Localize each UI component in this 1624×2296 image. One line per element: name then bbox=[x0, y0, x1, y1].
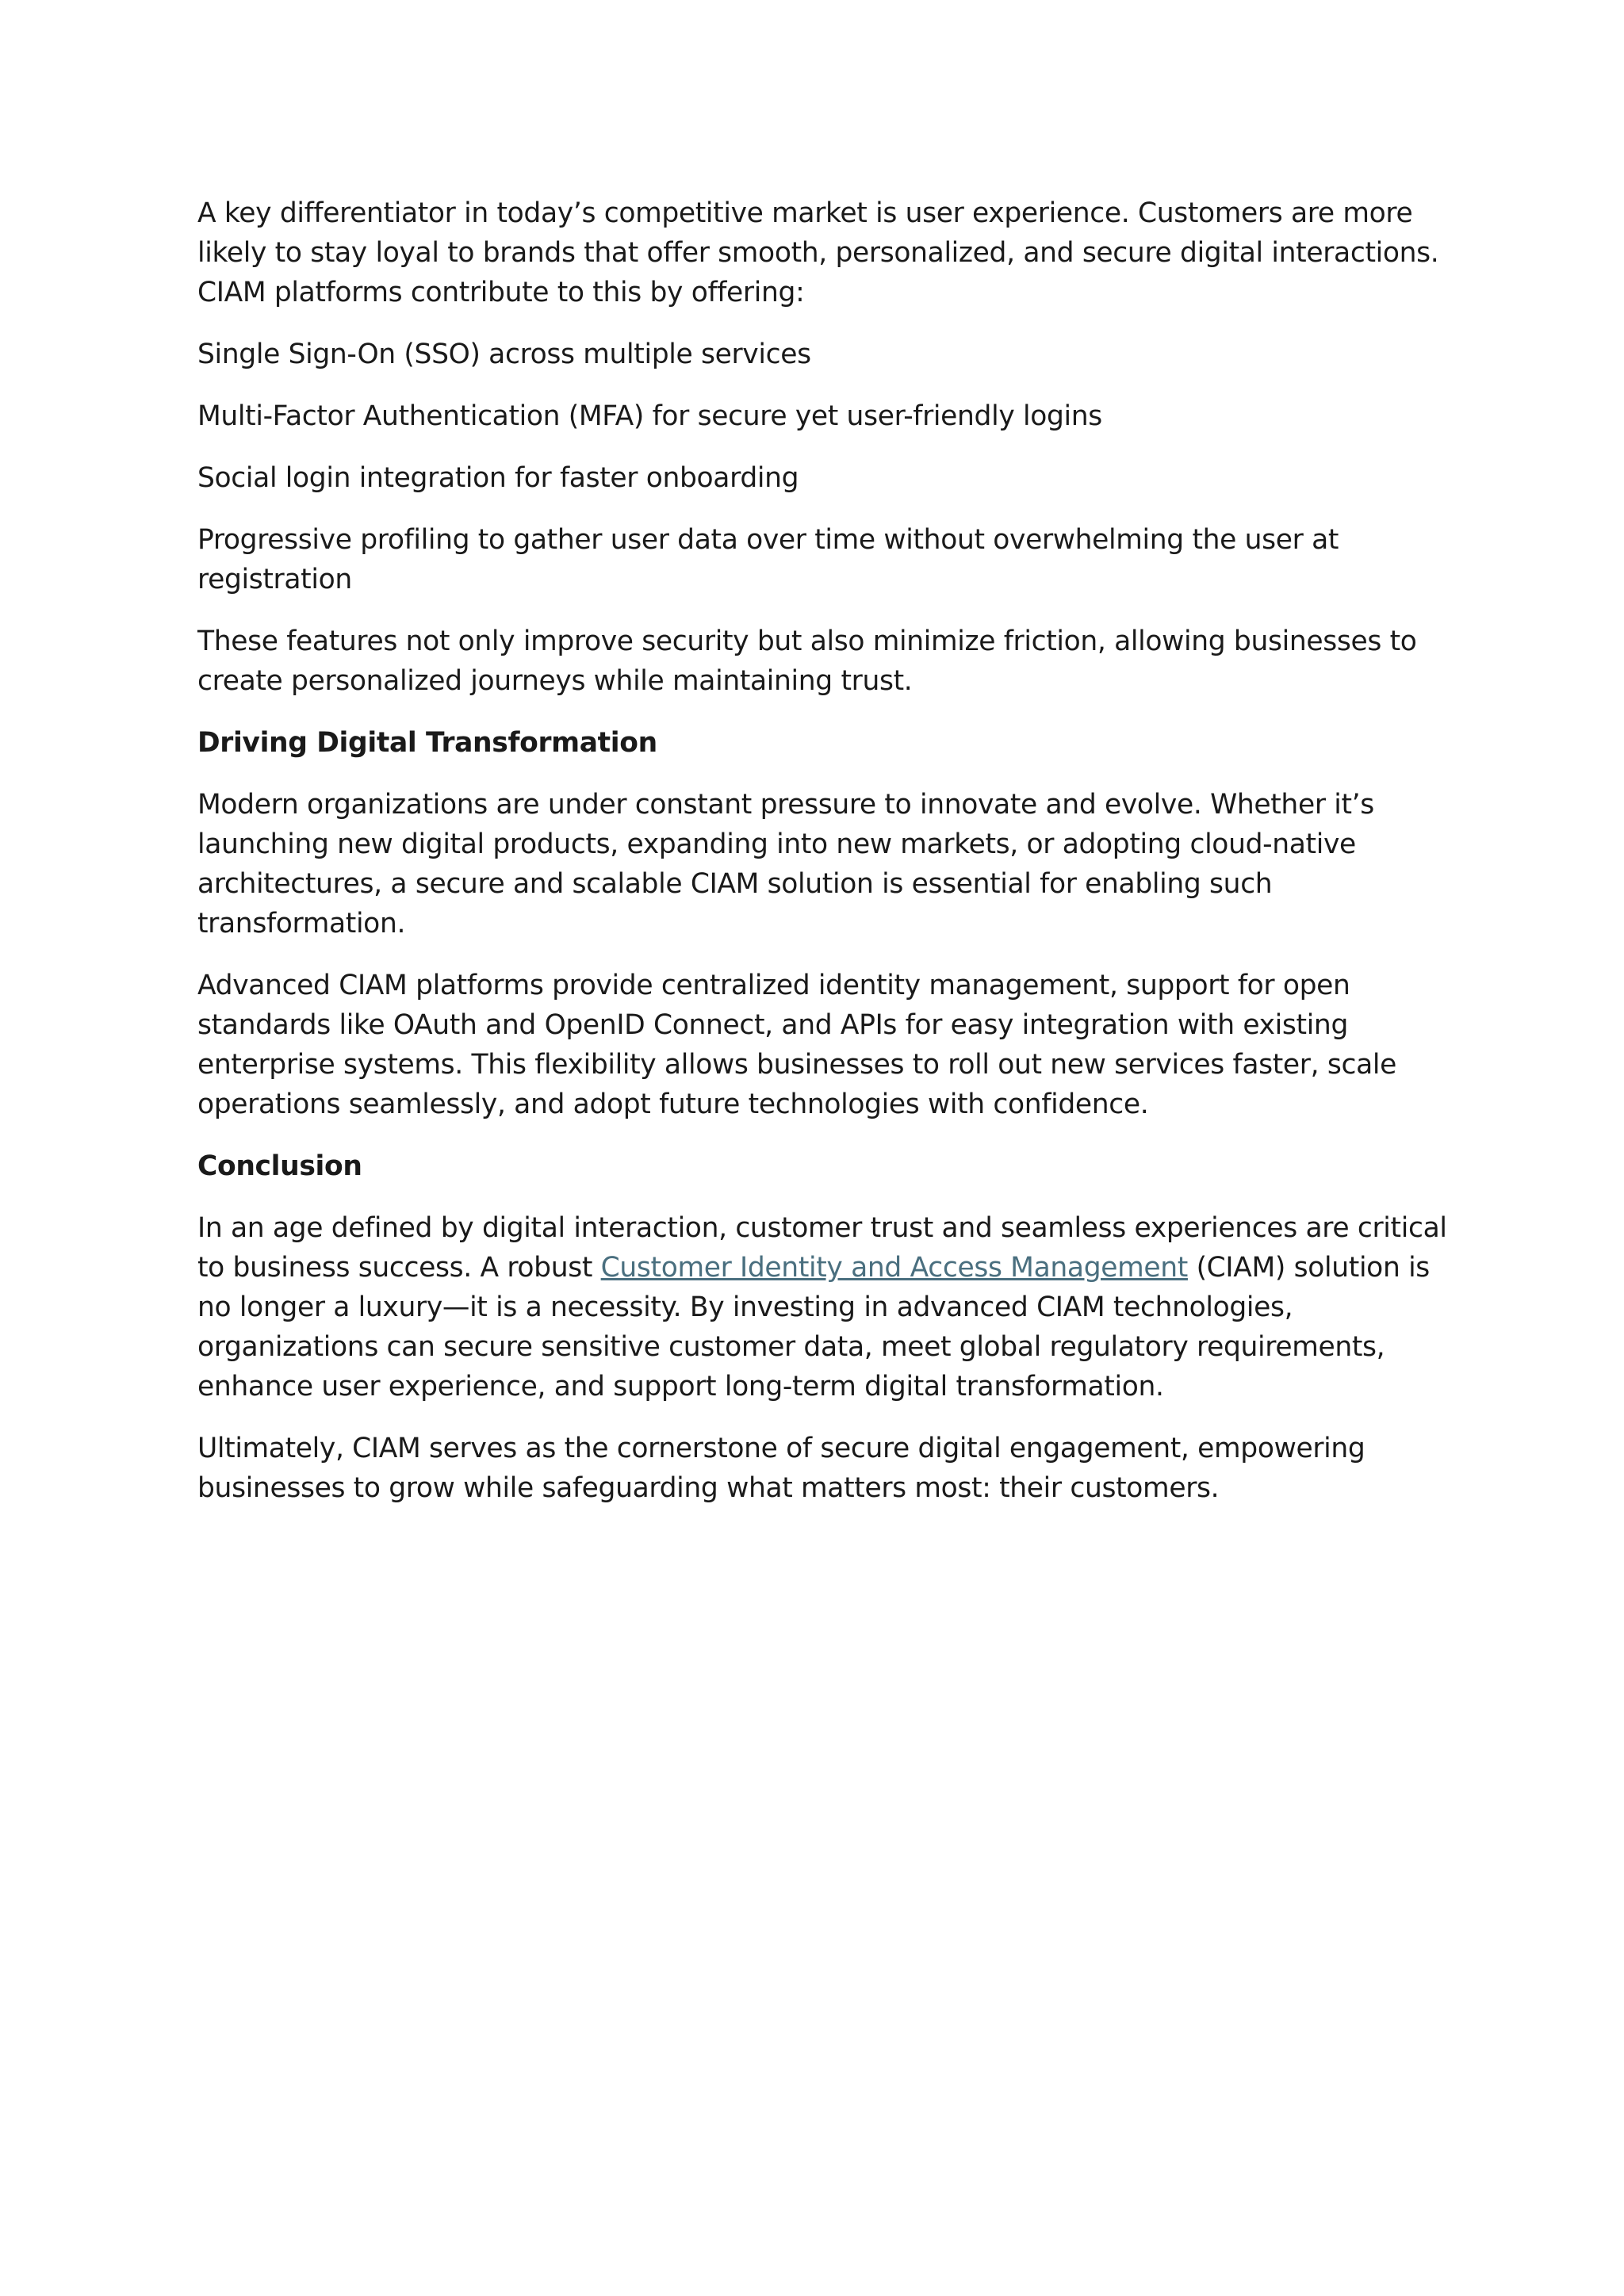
section-heading-conclusion: Conclusion bbox=[197, 1150, 362, 1182]
feature-item-sso: Single Sign-On (SSO) across multiple services bbox=[197, 339, 811, 370]
feature-item-social-login: Social login integration for faster onboarding bbox=[197, 462, 799, 494]
conclusion-paragraph-2: Ultimately, CIAM serves as the cornerstone of secure digital engagement, empowering businesses to grow while safeguarding what matters most: their customers. bbox=[197, 1433, 1365, 1504]
transformation-paragraph-1: Modern organizations are under constant pressure to innovate and evolve. Whether it’s launching new digital products, expanding into new markets, or adopting cloud-native architectures, a secure and scalable CIAM solution is essential for enabling such transformation. bbox=[197, 789, 1374, 939]
section-heading-digital-transformation: Driving Digital Transformation bbox=[197, 727, 657, 759]
conclusion-text-after-link: (CIAM) solution is no longer a luxury—it is a necessity. By investing in advanced CIAM technologies, organizations can secure sensitive customer data, meet global regulatory requirements, enhance user experience, and support long-term digital transformation. bbox=[197, 1252, 1430, 1402]
conclusion-paragraph-1 bbox=[197, 1208, 1450, 1406]
transformation-paragraph-2: Advanced CIAM platforms provide centralized identity management, support for open standards like OAuth and OpenID Connect, and APIs for easy integration with existing enterprise systems. This flexibility allows businesses to roll out new services faster, scale operations seamlessly, and adopt future technologies with confidence. bbox=[197, 970, 1396, 1120]
conclusion-text-before-link: In an age defined by digital interaction, customer trust and seamless experiences are critical to business success. A robust bbox=[197, 1212, 1447, 1284]
ciam-link[interactable]: Customer Identity and Access Management bbox=[600, 1252, 1188, 1284]
feature-item-mfa: Multi-Factor Authentication (MFA) for secure yet user-friendly logins bbox=[197, 400, 1102, 432]
features-summary-paragraph: These features not only improve security but also minimize friction, allowing businesses to create personalized journeys while maintaining trust. bbox=[197, 626, 1417, 697]
intro-paragraph: A key differentiator in today’s competitive market is user experience. Customers are more likely to stay loyal to brands that offer smooth, personalized, and secure digital interactions. CIAM platforms contribute to this by offering: bbox=[197, 197, 1439, 308]
document-body bbox=[197, 193, 1450, 1530]
feature-item-progressive-profiling: Progressive profiling to gather user data over time without overwhelming the user at registration bbox=[197, 524, 1339, 595]
